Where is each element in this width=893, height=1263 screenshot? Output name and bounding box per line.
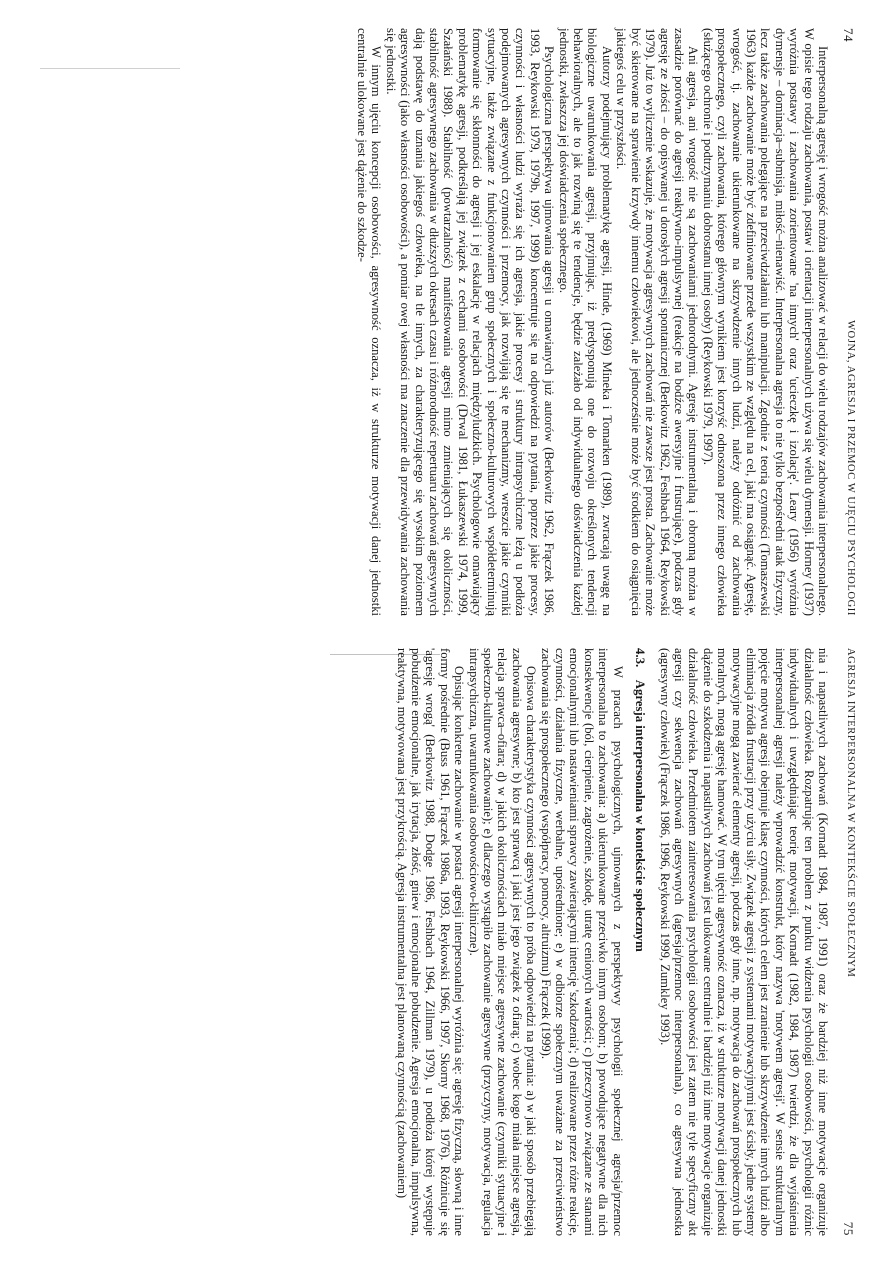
right-running-head: AGRESJA INTERPERSONALNA W KONTEKŚCIE SPOŁECZNYM	[845, 648, 856, 978]
paragraph: Interpersonalną agresję i wrogość można analizować w relacji do wielu rodzajów zachowania interpersonalnego. W opisie tego rodzaju zachowania, postaw i orientacji interpersonalnych używa się wielu dymensji. Horney (1937) wyróżnia postawy i zachowania zorientowane 'na innych' oraz 'ucieczkę i izolację'. Leary (1956) wyróżnia dymensje – dominacja–submisja, miłość–nienawiść. Interpersonalna agresja to nie tylko bezpośredni atak fizyczny, lecz także zachowania polegające na przeciwdziałaniu lub manipulacji. Zgodnie z teorią czynności (Tomaszewski 1963) każde zachowanie może być zdefiniowane przede wszystkim ze względu na cel, jaki ma osiągnąć. Agresję, wrogość, tj. zachowanie ukierunkowane na skrzywdzenie innych ludzi, należy odróżnić od zachowania prospołecznego, czyli zachowania, którego głównym wynikiem jest korzyść odnoszona przez innego człowieka (służącego ochronie i podtrzymaniu dobrostanu innej osoby) (Reykowski 1979, 1997).	[700, 28, 830, 616]
left-page	[355, 12, 862, 632]
paragraph: Psychologiczna perspektywa ujmowania agresji u omawianych już autorów (Berkowitz 1962, Frączek 1986, 1993, Reykowski 1979, 1979b, 1997, 1999) koncentruje się na odpowiedzi na pytania, poprzez jakie procesy, czynności i własności ludzi wyraża się ich agresja, jakie procesy i struktury intrapsychiczne leżą u podłoża podejmowanych agresywnych czynności i przemocy, jak rozwijają się te mechanizmy, wreszcie jakie czynniki sytuacyjne, także związane z funkcjonowaniem grup społecznych i społeczno-kulturowych współdeterminują formowanie się skłonności do agresji i jej eskalację w relacjach międzyludzkich. Psychologowie omawiający problematykę agresji, podkreślają jej związek z cechami osobowości (Drwal 1981, Łukaszewski 1974, 1999, Szałański 1988). Stabilność (powtarzalność) manifestowania agresji mimo zmieniających się okoliczności, stabilność agresywnego zachowania w dłuższych okresach czasu i różnorodność repertuaru zachowań agresywnych dają podstawę do uznania jakiegoś człowieka, na tle innych, za charakteryzującego się wysokim poziomem agresywności (jako własności osobowości), a pomiar owej własności ma znaczenie dla przewidywania zachowania się jednostki.	[383, 28, 557, 616]
right-page	[394, 632, 862, 1252]
left-page-body	[355, 28, 830, 616]
scan-line-top	[40, 68, 180, 69]
section-title: Agresja interpersonalna w kontekście społecznym	[633, 679, 648, 952]
section-number: 4.3.	[633, 648, 648, 668]
left-running-header	[840, 28, 856, 616]
paragraph: Autorzy podejmujący problematykę agresji, Hinde, (1969) Mineka i Tomarken (1989), zwracają uwagę na biologiczne uwarunkowania agresji, przyjmując, iż predysponują one do rozwoju określonych tendencji behawioralnych, ale to jak rozwiną się te tendencje, będzie zależało od indywidualnego doświadczenia każdej jednostki, zwłaszcza jej doświadczenia społecznego.	[556, 28, 614, 616]
paragraph: Opisowa charakterystyka czynności agresywnych to próba odpowiedzi na pytania: a) w jaki sposób przebiegają zachowania agresywne; b) kto jest sprawcą i jaki jest jego związek z ofiarą; c) wobec kogo miała miejsce agresja, relacja sprawca–ofiara; d) w jakich okolicznościach miało miejsce agresywne zachowanie (czynniki sytuacyjne i społeczno-kulturowe zachowanie); e) dlaczego wystąpiło zachowanie agresywne (przyczyny, motywacja, regulacja intrapsychiczna, uwarunkowania osobowościowo-kliniczne).	[466, 648, 539, 1236]
right-page-body	[394, 648, 830, 1236]
section-heading	[633, 648, 647, 1236]
paragraph: nia i napastliwych zachowań (Kornadt 1984, 1987, 1991) oraz że bardziej niż inne motywacje organizuje działalność człowieka. Rozpatrując ten problem z punktu widzenia psychologii osobowości, psychologii różnic indywidualnych i uwzględniając teorię motywacji, Kornadt (1982, 1984, 1987) twierdzi, że dla wyjaśnienia interpersonalnej agresji należy wprowadzić konstrukt, który nazywa 'motywem agresji'. W sensie strukturalnym pojęcie motywu agresji obejmuje klasę czynności, których celem jest zranienie lub skrzywdzenie innych ludzi albo eliminacja źródła frustracji przy użyciu siły. Związek agresji z systemami motywacyjnymi jest ścisły, jedne systemy motywacyjne mogą zawierać elementy agresji, podczas gdy inne, np. motywacja do zachowań prospołecznych lub moralnych, mogą agresję hamować. W tym ujęciu agresywność oznacza, iż w strukturze motywacji danej jednostki dążenie do szkodzenia i napastliwych zachowań jest ulokowane centralnie i bardziej niż inne motywacje organizuje działalność człowieka. Przedmiotem zainteresowania psychologii osobowości jest zatem nie tyle specyficzny akt agresji czy sekwencja zachowań agresywnych (agresja/przemoc interpersonalna), co agresywna jednostka (agresywny człowiek) (Frączek 1986, 1996, Reykowski 1999, Zumkley 1993).	[657, 648, 830, 1236]
left-running-head: WOJNA, AGRESJA I PRZEMOC W UJĘCIU PSYCHOLOGII	[845, 320, 856, 616]
paragraph: Ani agresja, ani wrogość nie są zachowaniami jednorodnymi. Agresję instrumentalną i obronną można w zasadzie porównać do agresji reaktywno-impulsywnej (reakcje na bodźce awersyjne i frustrujące), podczas gdy agresję ze złości – do opisywanej u dorosłych agresji spontanicznej (Berkowitz 1962, Feshbach 1964, Reykowski 1979). Już to wyliczenie wskazuje, że motywacja agresywnych zachowań nie zawsze jest prosta. Zachowanie może być skierowane na sprawienie krzywdy innemu człowiekowi, ale jednocześnie może być środkiem do osiągnięcia jakiegoś celu w przyszłości.	[614, 28, 701, 616]
right-page-number: 75	[841, 1221, 856, 1236]
paragraph: W pracach psychologicznych, ujmowanych z perspektywy psychologii społecznej agresja/przemoc interpersonalna to zachowania: a) ukierunkowane przeciwko innym osobom; b) powodujące negatywne dla nich konsekwencje (ból, cierpienie, zagrożenie, szkodę, utratę cenionych wartości; c) przeczynowo związane ze stanami emocjonalnymi lub nastawieniami sprawcy zawierającymi intencję 'szkodzenia'; d) realizowane przez różne reakcje, czynności, działania fizyczne, werbalne, upośrednione; e) w odbiorze społecznym uważane za przeciwieństwo zachowania się prospołecznego (współpracy, pomocy, altruizmu) Frączek (1999).	[538, 648, 625, 1236]
paragraph: Opisując konkretne zachowanie w postaci agresji interpersonalnej wyróżnia się: agresję fizyczną, słowną i inne formy pośrednie (Buss 1961, Frączek 1986a, 1993, Reykowski 1966, 1997, Skorny 1968, 1976). Różnicuje się 'agresję wrogą' (Berkowitz 1988, Dodge 1986, Feshbach 1964, Zillman 1979), u podłoża której występuje pobudzenie emocjonalne, jak irytacja, złość, gniew i emocjonalne pobudzenie. Agresja emocjonalna, impulsywna, reaktywna, motywowana jest przykrością. Agresja instrumentalna jest planowaną czynnością (zachowaniem)	[394, 648, 467, 1236]
left-page-number: 74	[841, 28, 856, 43]
paragraph: W innym ujęciu koncepcji osobowości, agresywność oznacza, iż w strukturze motywacji danej jednostki centralnie ulokowane jest dążenie do szkodze-	[355, 28, 384, 616]
right-running-header	[840, 648, 856, 1236]
